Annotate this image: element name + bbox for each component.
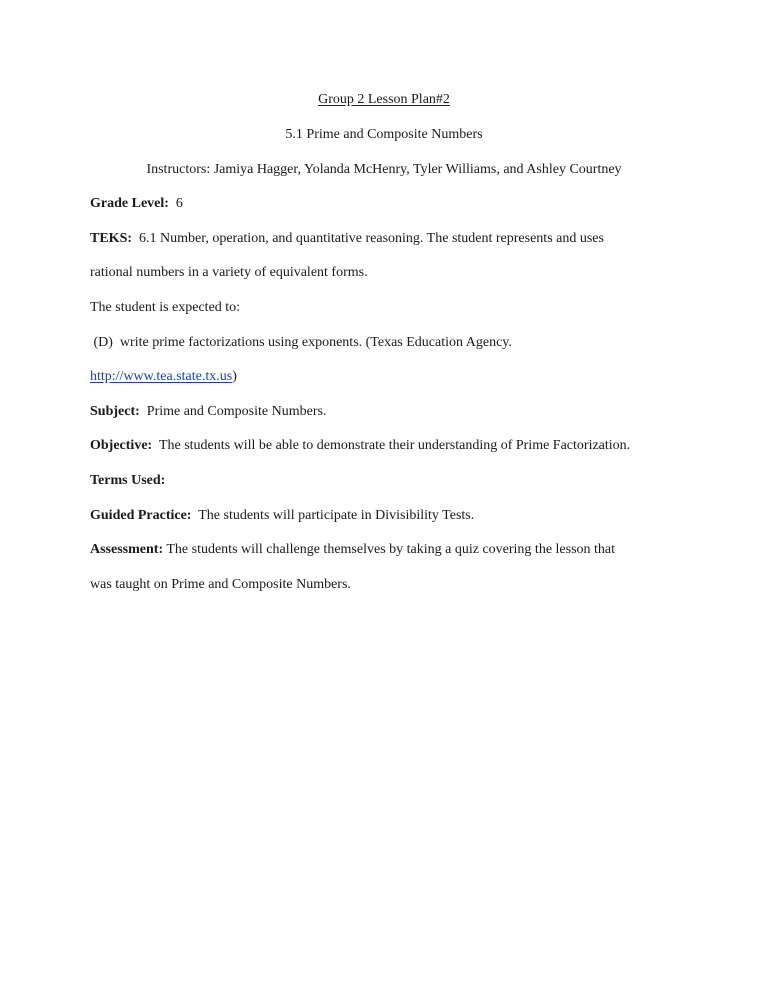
teks-expected: The student is expected to: [90,300,241,315]
grade-level-label: Grade Level: [90,196,169,211]
guided-practice-value: The students will participate in Divisibility Tests. [198,508,475,523]
assessment-label: Assessment: [90,542,164,557]
assessment-value-line2: was taught on Prime and Composite Numbers. [90,577,351,592]
document-title: Group 2 Lesson Plan#2 [318,92,450,107]
teks-row [90,230,604,248]
objective-row [90,437,630,455]
teks-link-row [90,368,237,386]
instructors-line: Instructors: Jamiya Hagger, Yolanda McHenry, Tyler Williams, and Ashley Courtney [146,162,622,177]
subject-row [90,403,326,421]
grade-level-row [90,195,183,213]
assessment-row [90,541,615,559]
subject-value: Prime and Composite Numbers. [146,404,327,419]
teks-label: TEKS: [90,231,133,246]
objective-label: Objective: [90,438,153,453]
assessment-value-line1: The students will challenge themselves by taking a quiz covering the lesson that [166,542,616,557]
tea-link[interactable]: http://www.tea.state.tx.us [90,369,233,384]
grade-level-value: 6 [175,196,183,211]
subject-label: Subject: [90,404,140,419]
teks-text-line1: 6.1 Number, operation, and quantitative reasoning. The student represents and uses [139,231,604,246]
objective-value: The students will be able to demonstrate their understanding of Prime Factorization. [158,438,631,453]
terms-row [90,472,165,490]
guided-practice-row [90,507,474,525]
teks-link-tail: ) [232,369,237,384]
teks-item-d: (D) write prime factorizations using exponents. (Texas Education Agency. [90,335,512,350]
teks-text-line2: rational numbers in a variety of equivalent forms. [90,265,368,280]
guided-practice-label: Guided Practice: [90,508,192,523]
document-subtitle: 5.1 Prime and Composite Numbers [285,127,483,142]
terms-label: Terms Used: [90,473,166,488]
